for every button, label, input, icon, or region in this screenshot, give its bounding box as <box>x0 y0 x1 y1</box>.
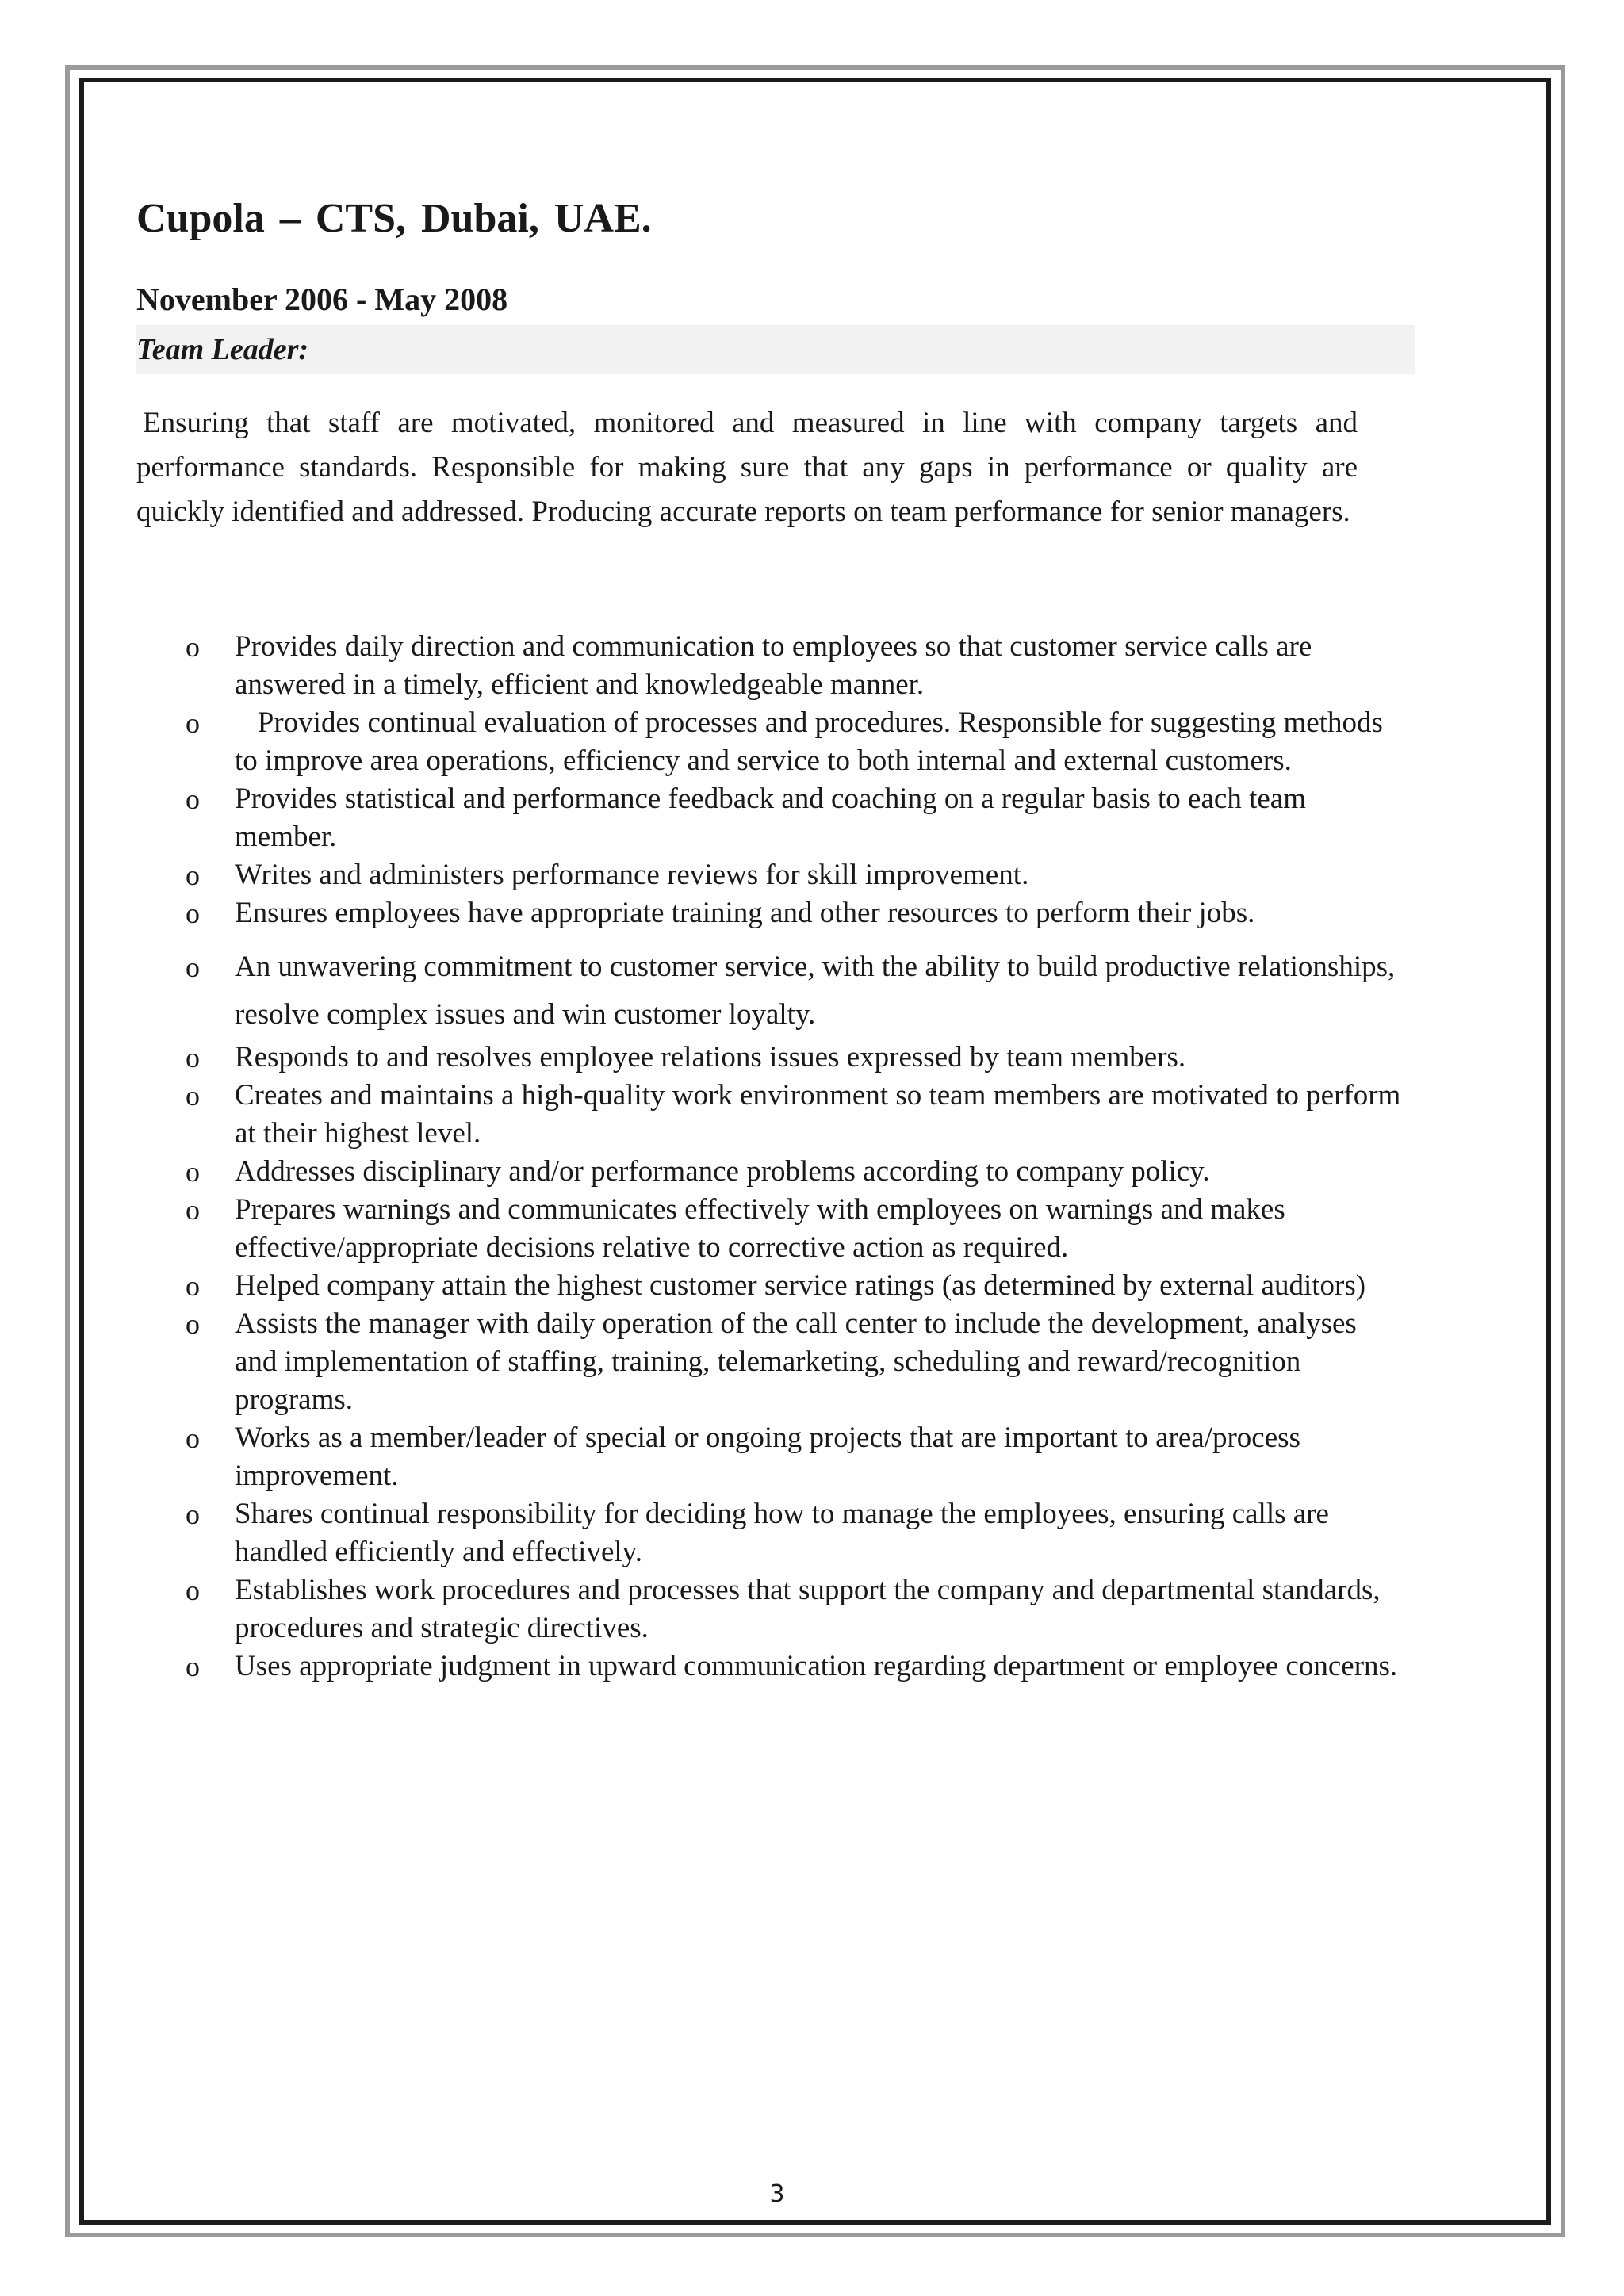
duty-item <box>136 1495 1405 1571</box>
duty-text: Provides daily direction and communication to employees so that customer service calls are answered in a timely, efficient and knowledgeable manner. <box>235 630 1312 701</box>
duties-list <box>136 628 1405 1686</box>
duty-item <box>136 1153 1405 1191</box>
duty-item <box>136 1305 1405 1419</box>
duty-text: Prepares warnings and communicates effectively with employees on warnings and makes effective/appropriate decisions relative to corrective action as required. <box>235 1193 1285 1264</box>
duty-text: Responds to and resolves employee relations issues expressed by team members. <box>235 1041 1186 1073</box>
role-banner <box>136 325 1415 374</box>
role-title: Team Leader: <box>136 333 309 366</box>
duty-item <box>136 894 1405 932</box>
duty-text: Creates and maintains a high-quality work environment so team members are motivated to perform at their highest level. <box>235 1079 1401 1150</box>
duty-item <box>136 1267 1405 1305</box>
bullet-icon: o <box>186 1575 200 1606</box>
bullet-icon: o <box>186 951 200 983</box>
duty-item <box>136 1191 1405 1267</box>
duty-item <box>136 628 1405 704</box>
bullet-icon: o <box>186 631 200 663</box>
bullet-icon: o <box>186 1080 200 1112</box>
bullet-icon: o <box>186 1042 200 1073</box>
bullet-icon: o <box>186 1156 200 1188</box>
bullet-icon: o <box>186 783 200 815</box>
duty-item <box>136 943 1405 1039</box>
duty-text: Works as a member/leader of special or ongoing projects that are important to area/process improvement. <box>235 1422 1300 1492</box>
duty-item <box>136 704 1405 780</box>
duty-text: Writes and administers performance reviews for skill improvement. <box>235 859 1029 891</box>
duty-item <box>136 1647 1405 1686</box>
duty-text: Assists the manager with daily operation of the call center to include the development, analyses and implementation of staffing, training, telemarketing, scheduling and reward/recognition programs. <box>235 1307 1357 1416</box>
duty-text: An unwavering commitment to customer service, with the ability to build productive relationships, resolve complex issues and win customer loyalty. <box>235 951 1396 1031</box>
duty-item <box>136 1077 1405 1153</box>
bullet-icon: o <box>186 1498 200 1530</box>
resume-section <box>136 190 1421 1686</box>
bullet-icon: o <box>186 897 200 929</box>
duty-text: Uses appropriate judgment in upward communication regarding department or employee concerns. <box>235 1650 1398 1682</box>
duty-text: Helped company attain the highest customer service ratings (as determined by external auditors) <box>235 1269 1366 1302</box>
duty-item <box>136 1039 1405 1077</box>
duty-text: Addresses disciplinary and/or performance problems according to company policy. <box>235 1155 1210 1188</box>
duty-text: Ensures employees have appropriate training and other resources to perform their jobs. <box>235 897 1255 929</box>
duty-item <box>136 1571 1405 1647</box>
bullet-icon: o <box>186 707 200 739</box>
duty-text: Establishes work procedures and processes that support the company and departmental standards, procedures and strategic directives. <box>235 1574 1381 1644</box>
duty-item <box>136 856 1405 894</box>
duty-text: Provides statistical and performance feedback and coaching on a regular basis to each team member. <box>235 783 1306 853</box>
role-summary: Ensuring that staff are motivated, monitored and measured in line with company targets and performance standards. Responsible for making sure that any gaps in performance or quality are quickly identified and addressed. Producing accurate reports on team performance for senior managers. <box>136 407 1358 528</box>
page-number: 3 <box>769 2180 785 2208</box>
bullet-icon: o <box>186 1270 200 1302</box>
employment-period: November 2006 - May 2008 <box>136 281 508 317</box>
duty-text: Provides continual evaluation of processes and procedures. Responsible for suggesting methods to improve area operations, efficiency and service to both internal and external customers. <box>235 706 1391 777</box>
company-heading: Cupola – CTS, Dubai, UAE. <box>136 196 652 241</box>
bullet-icon: o <box>186 1194 200 1226</box>
duty-item <box>136 780 1405 856</box>
bullet-icon: o <box>186 859 200 891</box>
bullet-icon: o <box>186 1651 200 1682</box>
duty-item <box>136 1419 1405 1495</box>
bullet-icon: o <box>186 1422 200 1454</box>
bullet-icon: o <box>186 1308 200 1340</box>
duty-text: Shares continual responsibility for deciding how to manage the employees, ensuring calls are handled efficiently and effectively. <box>235 1498 1329 1568</box>
